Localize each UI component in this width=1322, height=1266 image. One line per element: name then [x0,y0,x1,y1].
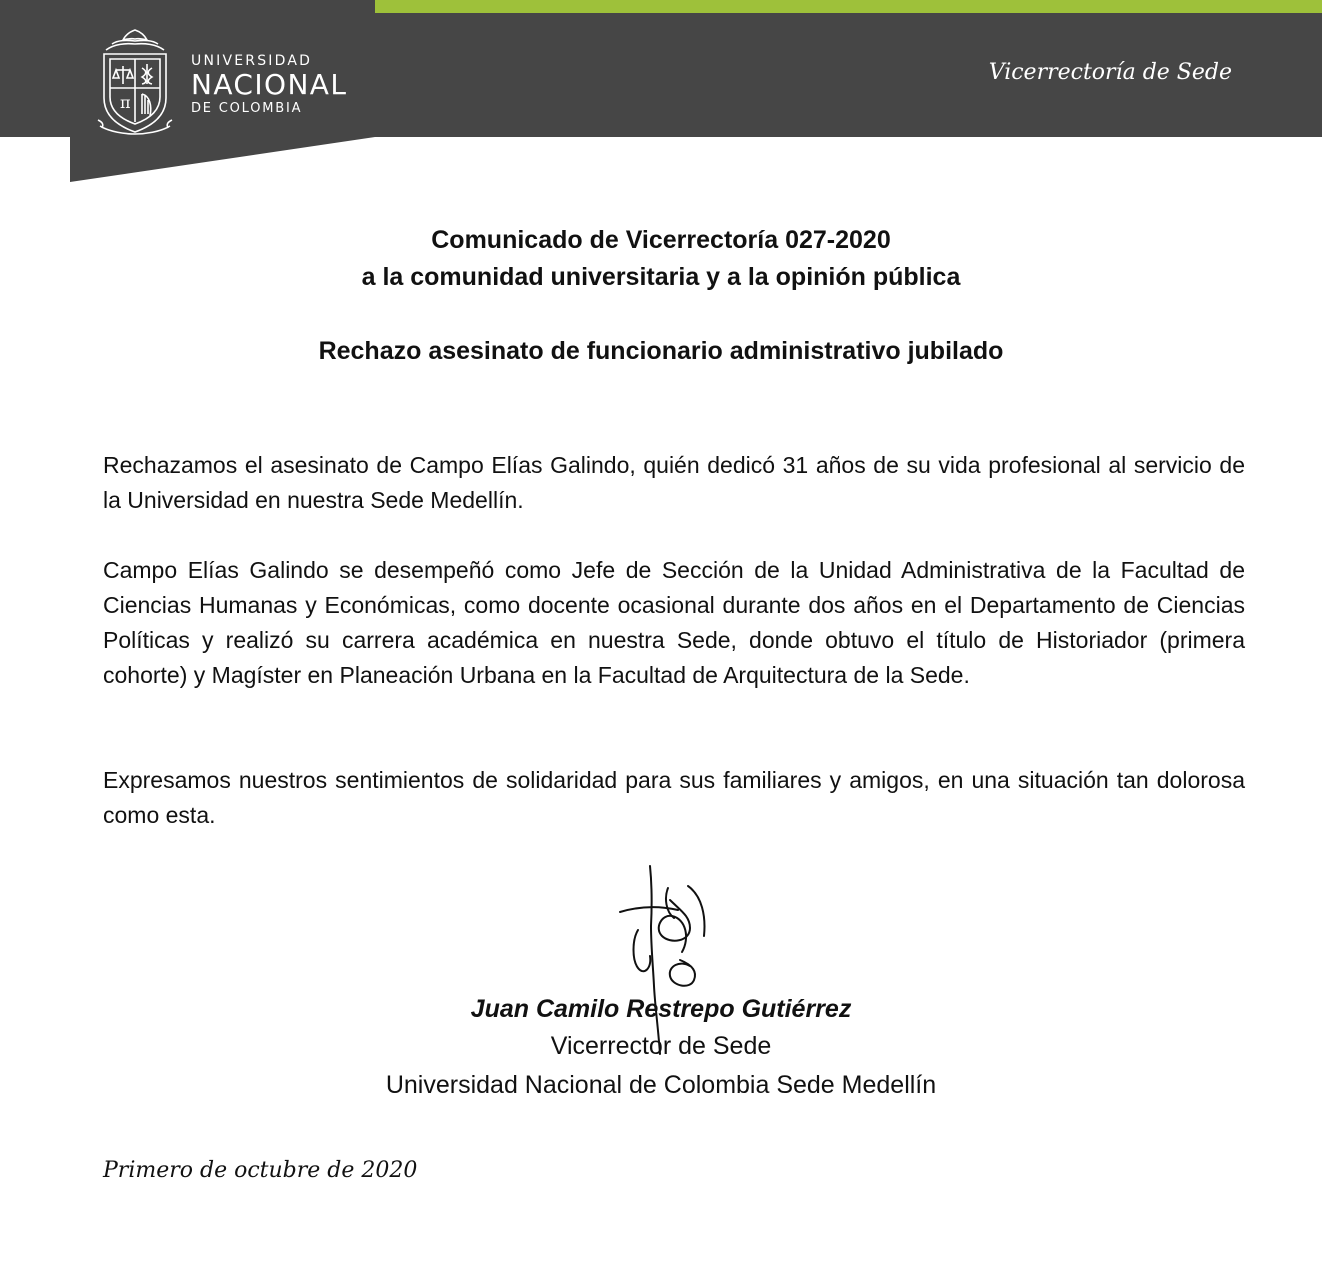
university-wordmark [191,53,347,117]
signatory-institution: Universidad Nacional de Colombia Sede Medellín [385,1071,937,1099]
wordmark-line-1: UNIVERSIDAD [191,53,313,69]
university-seal-icon [92,26,178,138]
body-paragraph-1: Rechazamos el asesinato de Campo Elías Galindo, quién dedicó 31 años de su vida profesional al servicio de la Universidad en nuestra Sede Medellín. [103,452,1245,513]
header-accent-stripe [375,0,1322,13]
document-subject: Rechazo asesinato de funcionario administrativo jubilado [318,337,1004,365]
wordmark-line-2: NACIONAL [191,68,348,101]
signatory-name: Juan Camilo Restrepo Gutiérrez [470,995,852,1023]
signatory-role: Vicerrector de Sede [550,1032,772,1060]
body-paragraph-2: Campo Elías Galindo se desempeñó como Jefe de Sección de la Unidad Administrativa de la Facultad de Ciencias Humanas y Económicas, como docente ocasional durante dos años en el Departamento de Ciencias Políticas y realizó su carrera académica en nuestra Sede, donde obtuvo el título de Historiador (primera cohorte) y Magíster en Planeación Urbana en la Facultad de Arquitectura de la Sede. [103,557,1245,688]
title-line-1: Comunicado de Vicerrectoría 027-2020 [431,226,891,254]
title-line-2: a la comunidad universitaria y a la opinión pública [361,263,961,291]
body-paragraph-3: Expresamos nuestros sentimientos de solidaridad para sus familiares y amigos, en una situación tan dolorosa como esta. [103,767,1245,828]
document-date: Primero de octubre de 2020 [103,1158,418,1183]
svg-text:π: π [120,93,131,112]
wordmark-line-3: DE COLOMBIA [191,101,303,116]
document-title [0,222,1322,296]
office-name: Vicerrectoría de Sede [988,60,1232,85]
